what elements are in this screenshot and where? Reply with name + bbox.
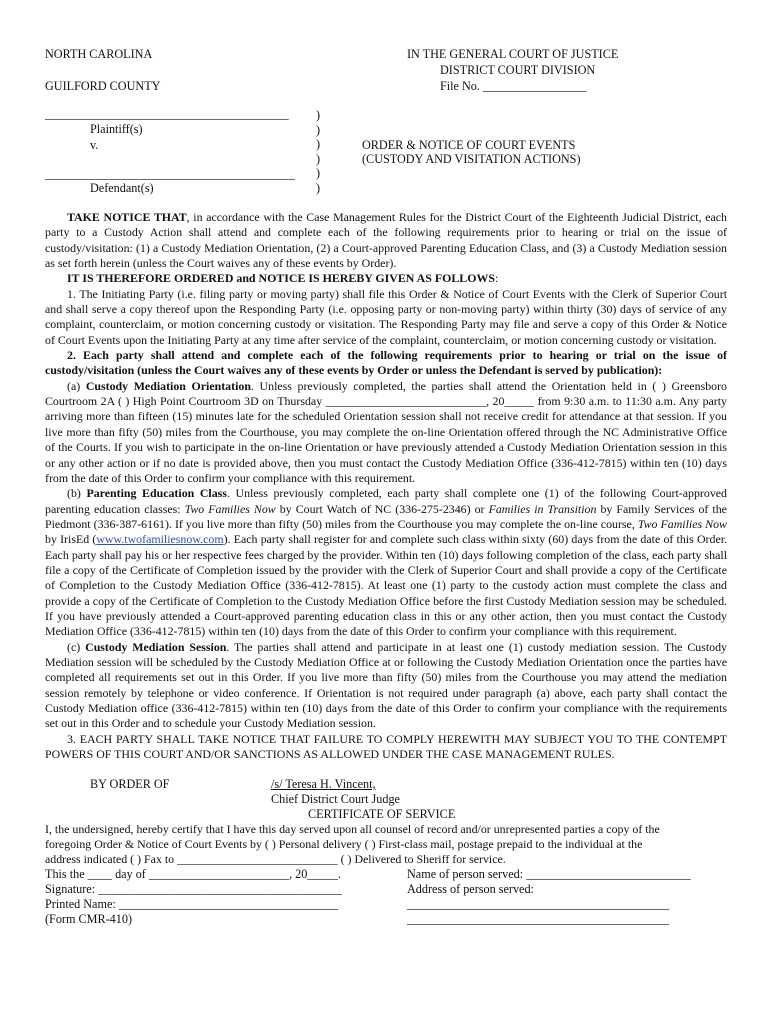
item-2c-title: Custody Mediation Session xyxy=(85,639,227,654)
item-2b-text: . Unless previously completed, each party shall complete one (1) of the following Court-approved parenting education classes: xyxy=(45,486,727,516)
two-families-now-title: Two Families Now xyxy=(184,501,276,516)
by-order-label: BY ORDER OF xyxy=(90,777,170,791)
judge-signature: /s/ Teresa H. Vincent, xyxy=(271,777,376,791)
printed-name-field[interactable]: Printed Name: ____________________________________ xyxy=(45,897,339,911)
versus-label: v. xyxy=(90,138,99,152)
paren: ) xyxy=(316,122,321,137)
item-1: 1. The Initiating Party (i.e. filing party or moving party) shall file this Order & Notice of Court Events with the Clerk of Superior Court and shall serve a copy thereof upon the Responding Party (i.e. opposing party or non-moving party) within thirty (30) days of service of any complaint, counterclaim, or motion concerning custody or visitation. The Responding Party may file and serve a copy of this Order & Notice of Court Events upon the Initiating Party at any time after service of the complaint, counterclaim, or motion concerning custody or visitation. xyxy=(45,286,727,347)
ordered-heading xyxy=(45,271,727,286)
address-served-label: Address of person served: xyxy=(407,882,534,896)
item-2: 2. Each party shall attend and complete each of the following requirements prior to hearing or trial on the issue of custody/visitation (unless the Court waives any of these events by Order or unless the Defendant is served by publication): xyxy=(45,348,727,378)
service-date-field[interactable]: This the ____ day of _______________________, 20_____. xyxy=(45,867,341,881)
county-label: GUILFORD COUNTY xyxy=(45,79,161,93)
paren: ) xyxy=(316,180,321,195)
notice-lead: TAKE NOTICE THAT xyxy=(67,210,187,224)
item-2c-prefix: (c) xyxy=(67,639,86,654)
item-2b-title: Parenting Education Class xyxy=(86,486,227,501)
certificate-line-2: foregoing Order & Notice of Court Events by ( ) Personal delivery ( ) First-class mail, postage prepaid to the individual at the xyxy=(45,837,643,851)
caption-parentheses xyxy=(316,108,320,196)
document-subtitle: (CUSTODY AND VISITATION ACTIONS) xyxy=(362,152,581,166)
item-2b-text: by Court Watch of NC (336-275-2346) or xyxy=(275,501,489,516)
paren: ) xyxy=(316,108,321,122)
two-families-now-title: Two Families Now xyxy=(637,516,727,531)
item-2b-text: by Family Services of the Piedmont (336-387-6161). If you live more than fifty (50) miles from the Courthouse you may complete the on-line course, xyxy=(45,501,727,531)
defendant-label: Defendant(s) xyxy=(90,181,154,195)
certificate-line-3: address indicated ( ) Fax to ___________________________ ( ) Delivered to Sheriff for service. xyxy=(45,852,506,866)
notice-text: , in accordance with the Case Management Rules for the District Court of the Eighteenth Judicial District, each party to a Custody Action shall attend and complete each of the following requirements prior to hearing or trial on the issue of custody/visitation: (1) a Custody Mediation Orientation, (2) a Court-approved Parenting Education Class, and (3) a Custody Mediation session as set forth herein (unless the Court waives any of these events by Order). xyxy=(45,210,727,271)
item-2c xyxy=(45,640,727,732)
twofamiliesnow-link[interactable]: www.twofamiliesnow.com xyxy=(96,532,224,547)
defendant-line[interactable]: _________________________________________ xyxy=(45,167,295,181)
paren: ) xyxy=(316,166,321,181)
document-title: ORDER & NOTICE OF COURT EVENTS xyxy=(362,138,576,152)
address-line-1[interactable]: ___________________________________________ xyxy=(407,897,670,911)
division-label: DISTRICT COURT DIVISION xyxy=(440,63,596,77)
certificate-heading: CERTIFICATE OF SERVICE xyxy=(308,807,456,821)
item-2b-prefix: (b) xyxy=(67,486,87,501)
item-2c-text: . The parties shall attend and participate in at least one (1) custody mediation session. The Custody Mediation session will be scheduled by the Custody Mediation Office at or following the Custody Mediation Orientation once the parties have completed all requirements set out in this Order. If you live more than fifty (50) miles from the Courthouse you may attend the mediation session remotely by telephone or video conference. If Orientation is not required under paragraph (a) above, each party shall contact the Custody Mediation office (336-412-7815) within ten (10) days from the date of this Order to confirm your compliance with the requirements set out in this Order and to schedule your Custody Mediation session. xyxy=(45,639,727,731)
signature-field[interactable]: Signature: ________________________________________ xyxy=(45,882,342,896)
item-2a-prefix: (a) xyxy=(67,378,86,393)
ordered-colon: : xyxy=(494,271,499,286)
paren: ) xyxy=(316,137,321,152)
item-2a xyxy=(45,379,727,486)
address-line-2[interactable]: ___________________________________________ xyxy=(407,912,670,926)
paren: ) xyxy=(316,151,321,166)
state-label: NORTH CAROLINA xyxy=(45,47,153,61)
item-2b xyxy=(45,486,727,639)
plaintiff-line[interactable]: ________________________________________ xyxy=(45,107,289,121)
item-2a-title: Custody Mediation Orientation xyxy=(85,378,251,393)
person-served-field[interactable]: Name of person served: ___________________________ xyxy=(407,867,691,881)
plaintiff-label: Plaintiff(s) xyxy=(90,122,143,136)
court-label: IN THE GENERAL COURT OF JUSTICE xyxy=(407,47,619,61)
file-number-field[interactable]: File No. _________________ xyxy=(440,79,587,93)
certificate-line-1: I, the undersigned, hereby certify that I have this day served upon all counsel of record and/or unrepresented parties a copy of the xyxy=(45,822,660,836)
item-2b-text: by IrisEd ( xyxy=(45,532,97,547)
families-in-transition-title: Families in Transition xyxy=(488,501,597,516)
order-body xyxy=(45,210,727,762)
item-2a-text: . Unless previously completed, the parties shall attend the Orientation held in ( ) Greensboro Courtroom 2A ( ) High Point Courtroom 3D on Thursday ___________________________, 20_____ from 9:30 a.m. to 11:30 a.m. Any party arriving more than fifteen (15) minutes late for the scheduled Orientation session shall not receive credit for attendance at that session. If you live more than fifty (50) miles from the Courthouse, you may complete the on-line Orientation offered through the NC Administrative Office of the Courts. If you wish to participate in the on-line Orientation or have previously attended a Custody Mediation Orientation session in this or any other action or if no date is provided above, then you must contact the Custody Mediation Office (336-412-7815) within ten (10) days from the date of this Order to confirm your compliance with this requirement. xyxy=(45,378,727,485)
notice-paragraph xyxy=(45,210,727,271)
ordered-text: IT IS THEREFORE ORDERED and NOTICE IS HEREBY GIVEN AS FOLLOWS xyxy=(67,271,495,286)
item-2b-text: ). Each party shall register for and complete such class within sixty (60) days from the date of this Order. Each party shall pay his or her respective fees charged by the provider. Within ten (10) days following completion of the class, each party shall file a copy of the Certificate of Completion issued by the provider with the Clerk of Superior Court and shall provide a copy of the Certificate of Completion to the Custody Mediation Office (336-412-7815). At least one (1) party to the custody action must complete the class and provide a copy of the Certificate of Completion to the Custody Mediation Office before the first Custody Mediation session may be scheduled. If you have previously attended a Court-approved parenting education class in this or any other action, then you must contact the Custody Mediation Office (336-412-7815) within ten (10) days from the date of this Order to confirm your compliance with this requirement. xyxy=(45,532,727,639)
item-3: 3. EACH PARTY SHALL TAKE NOTICE THAT FAILURE TO COMPLY HEREWITH MAY SUBJECT YOU TO THE CONTEMPT POWERS OF THIS COURT AND/OR SANCTIONS AS ALLOWED UNDER THE CASE MANAGEMENT RULES. xyxy=(45,731,727,762)
judge-title: Chief District Court Judge xyxy=(271,792,400,806)
form-number: (Form CMR-410) xyxy=(45,912,133,926)
